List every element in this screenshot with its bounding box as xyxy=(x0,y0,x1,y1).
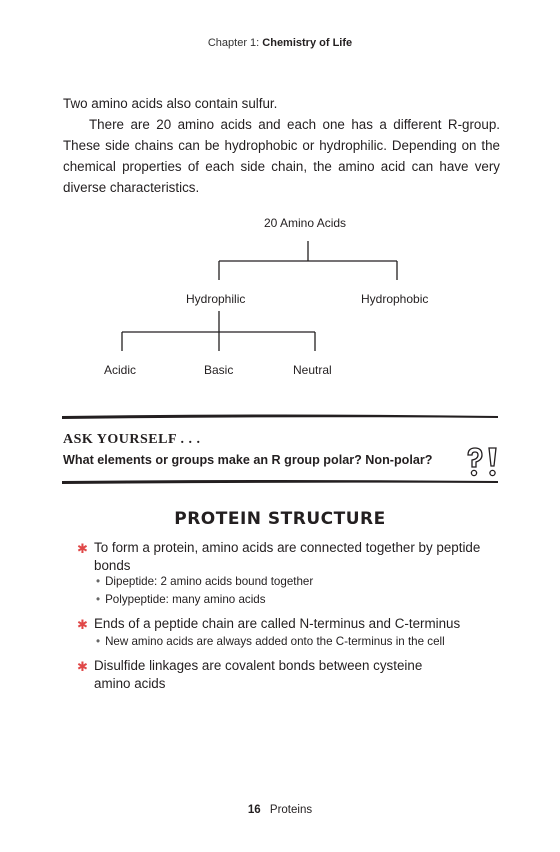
sub-bullet-item: • Polypeptide: many amino acids xyxy=(96,592,266,608)
paragraph-sulfur: Two amino acids also contain sulfur. xyxy=(63,96,278,111)
chapter-title: Chemistry of Life xyxy=(262,37,353,49)
footer-title: Proteins xyxy=(269,804,313,816)
section-title: PROTEIN STRUCTURE xyxy=(174,509,386,529)
bullet-item xyxy=(77,657,457,693)
ask-yourself-question: What elements or groups make an R group polar? Non-polar? xyxy=(63,453,433,467)
paragraph-r-groups: There are 20 amino acids and each one has a different R-group. These side chains can be hydrophobic or hydrophilic. Depending on the chemical properties of each side chain, the amino acid can have very diverse characteristics. xyxy=(63,117,500,195)
asterisk-bullet-icon: ✱ xyxy=(77,617,88,632)
sub-bullet-item: • New amino acids are always added onto the C-terminus in the cell xyxy=(96,634,445,650)
ask-yourself-title: ASK YOURSELF . . . xyxy=(63,432,201,447)
page-footer xyxy=(0,804,560,816)
asterisk-bullet-icon: ✱ xyxy=(77,659,88,674)
bullet-item xyxy=(77,539,497,575)
bottom-rule xyxy=(62,480,498,484)
tree-hydrophilic-label: Hydrophilic xyxy=(186,292,246,306)
asterisk-bullet-icon: ✱ xyxy=(77,541,88,556)
question-exclamation-icon xyxy=(462,445,502,479)
sub-bullet-item: • Dipeptide: 2 amino acids bound together xyxy=(96,574,313,590)
tree-hydrophobic-label: Hydrophobic xyxy=(361,292,429,306)
bullet-text: To form a protein, amino acids are connected together by peptide bonds xyxy=(94,540,481,573)
tree-basic-label: Basic xyxy=(204,363,234,377)
top-rule xyxy=(62,415,498,420)
bullet-text: Disulfide linkages are covalent bonds between cysteine amino acids xyxy=(94,658,423,691)
chapter-number: Chapter 1: xyxy=(207,37,260,49)
page-number: 16 xyxy=(247,804,261,816)
tree-root-label: 20 Amino Acids xyxy=(264,216,347,230)
bullet-item xyxy=(77,615,497,633)
tree-acidic-label: Acidic xyxy=(104,363,137,377)
bullet-text: Ends of a peptide chain are called N-terminus and C-terminus xyxy=(94,616,461,631)
tree-neutral-label: Neutral xyxy=(293,363,332,377)
